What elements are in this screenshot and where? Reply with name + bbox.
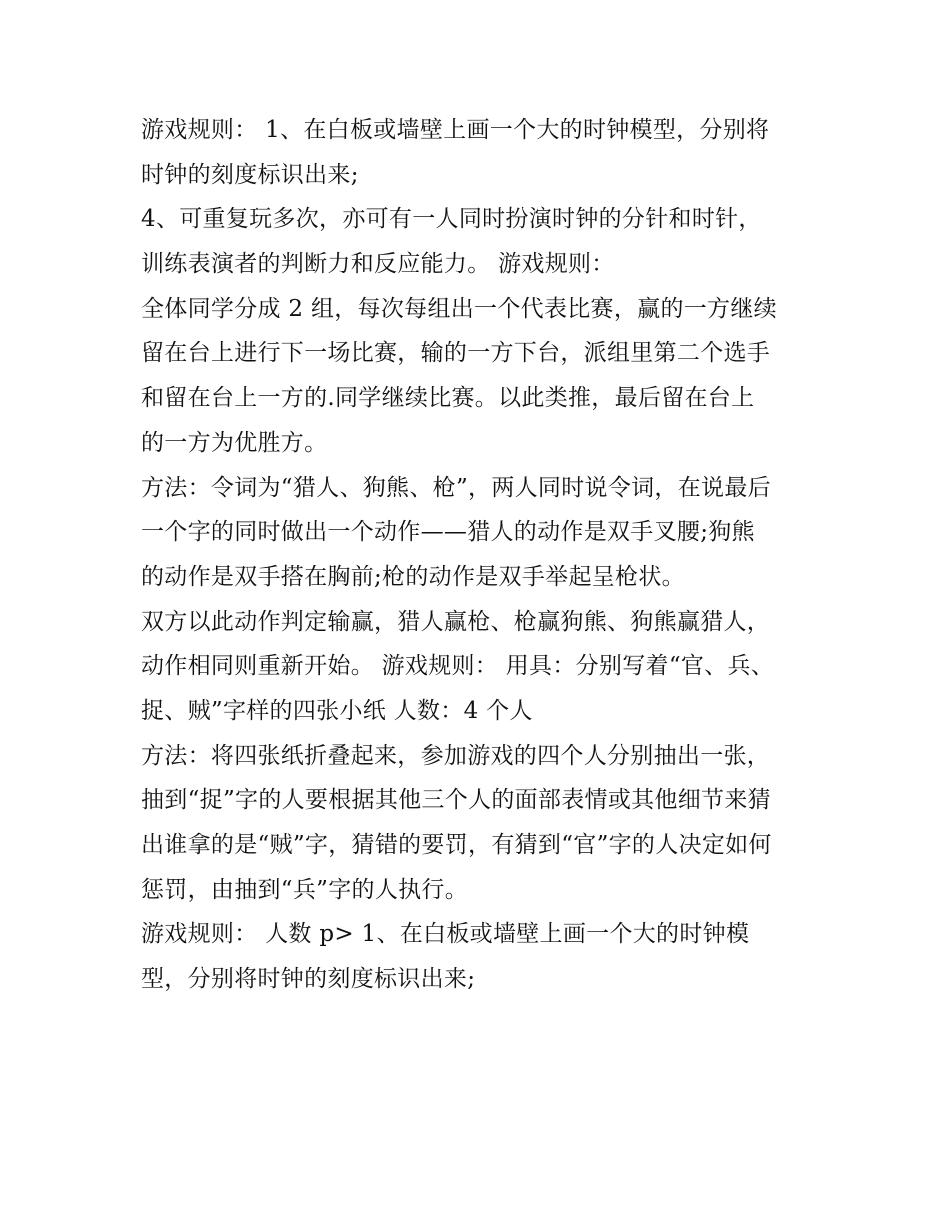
text-line-13: 动作相同则重新开始。 游戏规则： 用具：分别写着“官、兵、 [141,653,775,680]
text-line-18: 惩罚，由抽到“兵”字的人执行。 [141,876,469,903]
text-line-6: 留在台上进行下一场比赛，输的一方下台，派组里第二个选手 [141,340,771,367]
text-line-4: 训练表演者的判断力和反应能力。 游戏规则： [141,251,615,278]
text-line-20: 型，分别将时钟的刻度标识出来; [141,966,476,993]
text-line-3: 4、可重复玩多次，亦可有一人同时扮演时钟的分针和时针， [141,206,762,233]
text-line-10: 一个字的同时做出一个动作——猎人的动作是双手叉腰;狗熊 [141,519,755,546]
text-line-5: 全体同学分成 2 组，每次每组出一个代表比赛，赢的一方继续 [141,295,777,322]
text-line-19: 游戏规则： 人数 p> 1、在白板或墙壁上画一个大的时钟模 [141,921,750,948]
text-line-15: 方法：将四张纸折叠起来，参加游戏的四个人分别抽出一张， [141,742,771,769]
text-line-1: 游戏规则： 1、在白板或墙壁上画一个大的时钟模型，分别将 [141,117,770,143]
text-line-17: 出谁拿的是“贼”字，猜错的要罚，有猜到“官”字的人决定如何 [141,832,772,858]
text-line-14: 捉、贼”字样的四张小纸 人数：4 个人 [141,697,533,724]
text-line-7: 和留在台上一方的.同学继续比赛。以此类推，最后留在台上 [141,385,755,412]
text-line-11: 的动作是双手搭在胸前;枪的动作是双手举起呈枪状。 [141,563,685,590]
text-line-2: 时钟的刻度标识出来; [141,161,359,188]
text-line-16: 抽到“捉”字的人要根据其他三个人的面部表情或其他细节来猜 [141,787,771,814]
text-line-8: 的一方为优胜方。 [141,429,328,456]
text-line-9: 方法：令词为“猎人、狗熊、枪”，两人同时说令词，在说最后 [141,474,771,501]
document-page [141,108,821,1002]
text-line-12: 双方以此动作判定输赢，猎人赢枪、枪赢狗熊、狗熊赢猎人， [141,608,771,635]
